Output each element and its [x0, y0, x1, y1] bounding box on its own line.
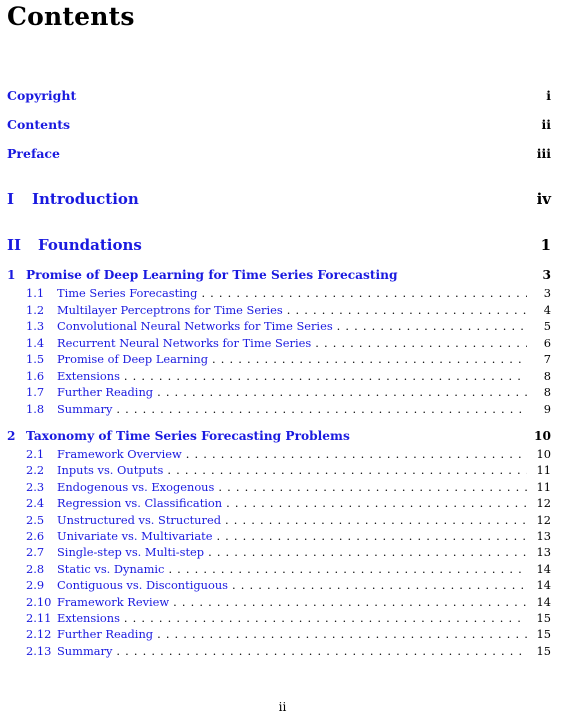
section-number[interactable]: 2.8 [26, 561, 45, 576]
dot-leader [204, 545, 526, 559]
section-page: 13 [536, 529, 551, 543]
dot-leader [120, 369, 527, 383]
dot-leader [164, 562, 526, 576]
toc-section[interactable] [26, 286, 551, 300]
section-label[interactable]: Inputs vs. Outputs [57, 463, 164, 478]
toc-section[interactable] [26, 562, 551, 576]
dot-leader [197, 286, 527, 300]
page-number: ii [278, 700, 287, 714]
section-page: 8 [543, 368, 551, 383]
chapter-number[interactable]: 1 [7, 268, 16, 282]
section-label[interactable]: Time Series Forecasting [57, 286, 198, 300]
part-page: iv [536, 190, 551, 208]
toc-section[interactable] [26, 447, 551, 461]
part-label[interactable]: Introduction [32, 190, 139, 208]
section-number[interactable]: 1.2 [26, 302, 45, 317]
dot-leader [182, 447, 527, 461]
section-page: 6 [543, 335, 551, 350]
section-number[interactable]: 1.3 [26, 319, 45, 333]
toc-section[interactable] [26, 463, 551, 477]
section-page: 11 [536, 463, 551, 478]
section-label[interactable]: Extensions [57, 368, 120, 383]
section-page: 15 [536, 611, 551, 625]
dot-leader [222, 496, 526, 510]
section-label[interactable]: Regression vs. Classification [57, 496, 223, 511]
dot-leader [221, 513, 527, 527]
toc-section[interactable] [26, 513, 551, 527]
toc-entry-copyright[interactable] [7, 88, 551, 103]
section-page: 8 [543, 385, 551, 399]
section-number[interactable]: 2.1 [26, 447, 45, 461]
toc-entry-label[interactable]: Contents [7, 117, 71, 132]
section-page: 3 [543, 286, 551, 300]
section-label[interactable]: Recurrent Neural Networks for Time Series [57, 335, 312, 350]
section-label[interactable]: Extensions [57, 611, 120, 625]
toc-section[interactable] [26, 545, 551, 559]
toc-section[interactable] [26, 480, 551, 494]
section-page: 4 [543, 302, 551, 317]
section-label[interactable]: Further Reading [57, 385, 154, 399]
section-label[interactable]: Promise of Deep Learning [57, 352, 208, 366]
toc-section[interactable] [26, 303, 551, 317]
toc-entry-page: iii [536, 146, 551, 161]
section-label[interactable]: Further Reading [57, 627, 154, 642]
section-number[interactable]: 1.1 [26, 286, 45, 300]
page-title: Contents [7, 2, 135, 31]
dot-leader [163, 463, 526, 477]
toc-chapter-1[interactable] [7, 268, 551, 282]
section-page: 11 [536, 479, 551, 494]
section-label[interactable]: Single-step vs. Multi-step [57, 545, 205, 560]
section-number[interactable]: 1.6 [26, 368, 45, 383]
toc-section[interactable] [26, 319, 551, 333]
section-number[interactable]: 1.8 [26, 401, 45, 416]
dot-leader [112, 644, 526, 658]
section-page: 5 [543, 319, 551, 333]
toc-section[interactable] [26, 644, 551, 658]
toc-entry-page: i [546, 88, 551, 103]
toc-part-foundations[interactable] [7, 236, 551, 254]
chapter-label[interactable]: Promise of Deep Learning for Time Series Forecasting [26, 268, 398, 282]
section-page: 9 [543, 401, 551, 416]
section-number[interactable]: 2.9 [26, 578, 45, 593]
section-number[interactable]: 2.6 [26, 529, 45, 543]
section-label[interactable]: Endogenous vs. Exogenous [57, 479, 215, 494]
dot-leader [333, 319, 527, 333]
section-page: 15 [536, 627, 551, 642]
section-page: 10 [536, 447, 551, 461]
section-number[interactable]: 1.5 [26, 352, 45, 366]
section-number[interactable]: 1.7 [26, 385, 45, 399]
toc-entry-contents[interactable] [7, 117, 551, 132]
section-label[interactable]: Univariate vs. Multivariate [57, 529, 213, 543]
toc-part-introduction[interactable] [7, 190, 551, 208]
dot-leader [112, 402, 527, 416]
dot-leader [283, 303, 527, 317]
toc-section[interactable] [26, 369, 551, 383]
section-number[interactable]: 2.2 [26, 463, 45, 478]
dot-leader [153, 627, 526, 641]
part-number[interactable]: I [7, 190, 15, 208]
toc-section[interactable] [26, 352, 551, 366]
toc-entry-label[interactable]: Copyright [7, 88, 77, 103]
toc-section[interactable] [26, 385, 551, 399]
section-page: 13 [536, 545, 551, 560]
section-label[interactable]: Contiguous vs. Discontiguous [57, 578, 229, 593]
toc-section[interactable] [26, 578, 551, 592]
toc-section[interactable] [26, 627, 551, 641]
dot-leader [228, 578, 526, 592]
toc-chapter-2[interactable] [7, 429, 551, 443]
toc-entry-page: ii [541, 117, 551, 132]
section-label[interactable]: Summary [57, 643, 113, 658]
section-number[interactable]: 2.11 [26, 611, 52, 625]
dot-leader [311, 336, 527, 350]
section-number[interactable]: 1.4 [26, 335, 45, 350]
section-number[interactable]: 2.4 [26, 496, 45, 511]
section-number[interactable]: 2.12 [26, 627, 52, 642]
section-label[interactable]: Summary [57, 401, 113, 416]
section-label[interactable]: Convolutional Neural Networks for Time Series [57, 319, 333, 333]
section-page: 12 [536, 496, 551, 511]
toc-entry-label[interactable]: Preface [7, 146, 60, 161]
section-number[interactable]: 2.13 [26, 643, 52, 658]
section-page: 12 [536, 512, 551, 527]
section-label[interactable]: Multilayer Perceptrons for Time Series [57, 302, 283, 317]
section-page: 14 [536, 578, 551, 593]
part-number[interactable]: II [7, 236, 22, 254]
part-label[interactable]: Foundations [38, 236, 142, 254]
section-page: 7 [543, 352, 551, 366]
toc-section[interactable] [26, 496, 551, 510]
chapter-page: 3 [542, 268, 551, 282]
chapter-number[interactable]: 2 [7, 429, 16, 443]
dot-leader [214, 480, 526, 494]
dot-leader [120, 611, 527, 625]
part-page: 1 [540, 236, 551, 254]
toc-section[interactable] [26, 611, 551, 625]
toc-entry-preface[interactable] [7, 146, 551, 161]
dot-leader [212, 529, 526, 543]
section-page: 14 [536, 561, 551, 576]
section-label[interactable]: Unstructured vs. Structured [57, 512, 221, 527]
toc-section[interactable] [26, 595, 551, 609]
chapter-label[interactable]: Taxonomy of Time Series Forecasting Problems [26, 429, 350, 443]
section-number[interactable]: 2.5 [26, 512, 45, 527]
toc-section[interactable] [26, 402, 551, 416]
dot-leader [208, 352, 527, 366]
section-number[interactable]: 2.3 [26, 479, 45, 494]
section-number[interactable]: 2.10 [26, 594, 52, 609]
section-label[interactable]: Framework Review [57, 594, 170, 609]
toc-section[interactable] [26, 336, 551, 350]
chapter-page: 10 [534, 429, 551, 443]
section-page: 15 [536, 643, 551, 658]
dot-leader [169, 595, 526, 609]
section-page: 14 [536, 594, 551, 609]
section-label[interactable]: Framework Overview [57, 447, 182, 461]
section-number[interactable]: 2.7 [26, 545, 45, 560]
dot-leader [153, 385, 527, 399]
toc-section[interactable] [26, 529, 551, 543]
section-label[interactable]: Static vs. Dynamic [57, 561, 165, 576]
